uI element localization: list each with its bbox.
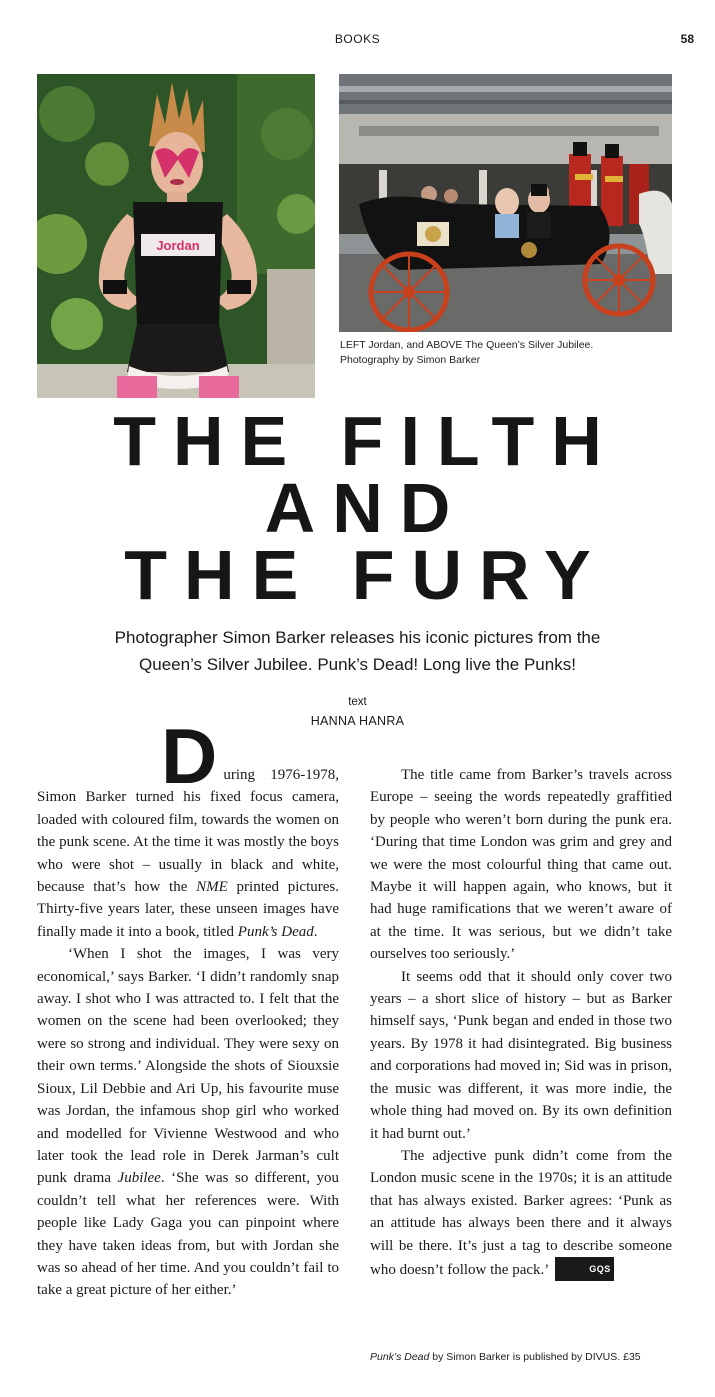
standfirst-line: Queen’s Silver Jubilee. Punk’s Dead! Long live the Punks! [139, 655, 576, 674]
text-run: printed pictures. Thirty-five years later, these unseen images have finally made it into a book, titled [37, 879, 339, 940]
drop-cap: D [161, 712, 218, 800]
text-run: NME [196, 879, 228, 896]
byline-label: text [348, 696, 367, 708]
byline-author: HANNA HANRA [310, 714, 405, 728]
standfirst-line: Photographer Simon Barker releases his iconic pictures from the [114, 628, 601, 647]
text-run: . [313, 923, 318, 940]
text-run: The adjective punk didn’t come from the London music scene in the 1970s; it is an attitude that has always existed. Barker agrees: ‘Punk as an attitude has always been there and it always will be there. It’s just a tag to describe someone who doesn’t follow the pack.’ [370, 1147, 672, 1278]
shirt-text: Jordan [156, 238, 200, 253]
caption-line: LEFT Jordan, and ABOVE The Queen’s Silver Jubilee. [340, 339, 594, 351]
photo-caption [340, 338, 670, 368]
title-line: AND [264, 469, 468, 547]
text-run: uring 1976-1978, Simon Barker turned his fixed focus camera, loaded with coloured film, towards the women on the punk scene. At the time it was mostly the boys who were shot – usually in black and white, because that’s how the [37, 767, 339, 896]
text-run: Punk’s Dead [237, 923, 314, 940]
article-paragraph: It seems odd that it should only cover two years – a short slice of history – but as Barker himself says, ‘Punk began and ended in those two years. By 1978 it had disintegrated. Big business and corporations had moved in; Sid was in prison, the music was different, it was more indie, the whole thing had moved on. By its own definition it had burnt out.’ [370, 968, 672, 1142]
book-footnote [370, 1351, 675, 1363]
article-paragraph [370, 1145, 672, 1281]
page-number: 58 [680, 32, 694, 46]
title-line: THE FURY [124, 536, 608, 614]
jordan-photo [37, 74, 315, 398]
article-column-right [370, 764, 672, 1281]
text-run: . ‘She was so different, you couldn’t tell what her references were. With people like Lady Gaga you can pinpoint where they have taken ideas from, but with Jordan she was so ahead of her time. And you couldn’t fail to take a great picture of her either.’ [37, 1170, 339, 1299]
standfirst [40, 624, 675, 678]
article-paragraph: The title came from Barker’s travels across Europe – seeing the words repeatedly graffitied by people who weren’t born during the punk era. ‘During that time London was grim and grey and we were the most colourful thing that came out. Maybe it will happen again, who knows, but it had huge ramifications that we weren’t aware of at the time. It was serious, but we didn’t take ourselves too seriously.’ [370, 767, 672, 963]
article-paragraph [37, 943, 339, 1302]
footnote-book-title: Punk’s Dead [370, 1351, 430, 1363]
footnote-text: by Simon Barker is published by DIVUS. £35 [429, 1351, 641, 1363]
text-run: Jubilee [117, 1170, 161, 1187]
article-title [0, 402, 715, 614]
caption-line: Photography by Simon Barker [340, 354, 481, 366]
end-mark: GQS [555, 1257, 614, 1281]
article-paragraph [37, 712, 339, 943]
article-column-left [37, 712, 339, 1302]
jubilee-photo [339, 74, 672, 332]
text-run: ‘When I shot the images, I was very economical,’ says Barker. ‘I didn’t randomly snap away. I shot who I was attracted to. I felt that the women on the scene had been overlooked; they were so strong and individual. They were sexy on their own terms.’ Alongside the shots of Siouxsie Sioux, Lil Debbie and Ari Up, his favourite muse was Jordan, the infamous shop girl who worked and modelled for Vivienne Westwood and who later took the lead role in Derek Jarman’s cult punk drama [37, 946, 339, 1187]
title-line: THE FILTH [113, 402, 619, 480]
section-label: BOOKS [334, 32, 381, 46]
